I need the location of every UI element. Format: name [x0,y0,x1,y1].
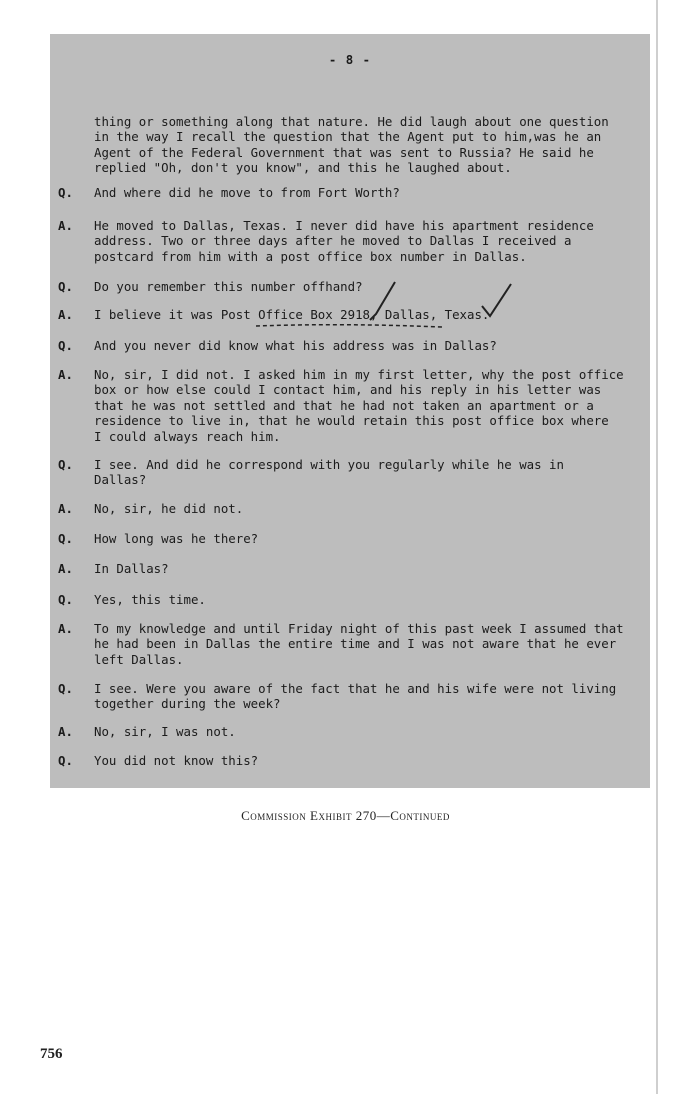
underline-mark-icon [254,322,444,330]
entry-text: He moved to Dallas, Texas. I never did have his apartment residence address. Two or three days after he moved to Dallas I received a postcard from him with a post office box number in Dallas. [94,218,594,264]
typed-transcript-page [50,34,650,788]
folio-number: 756 [40,1046,63,1062]
speaker-label: A. [58,621,73,636]
qa-entry [58,501,646,516]
entry-text: And you never did know what his address was in Dallas? [94,338,497,353]
entry-text: And where did he move to from Fort Worth? [94,185,400,200]
entry-text: Do you remember this number offhand? [94,279,363,294]
entry-text: I see. Were you aware of the fact that he and his wife were not living together during the week? [94,681,617,712]
entry-text: No, sir, he did not. [94,501,244,516]
entry-text: You did not know this? [94,753,259,768]
qa-entry [58,307,646,322]
entry-text: I believe it was Post Office Box 2918, Dallas, Texas. [94,307,490,322]
page-edge-line [656,0,658,1094]
check-mark-icon [368,280,398,324]
qa-entry [58,338,646,353]
speaker-label: Q. [58,592,73,607]
speaker-label: Q. [58,531,73,546]
entry-text: No, sir, I did not. I asked him in my first letter, why the post office box or how else could I contact him, and his reply in his letter was that he was not settled and that he had not taken an apartment or a residence to live in, that he would retain this post office box where I could always reach him. [94,367,624,444]
speaker-label: A. [58,561,73,576]
qa-entry [58,753,646,768]
qa-entry [58,531,646,546]
entry-text: In Dallas? [94,561,169,576]
speaker-label: Q. [58,185,73,200]
speaker-label: Q. [58,681,73,696]
qa-entry [58,592,646,607]
qa-entry [58,457,646,488]
speaker-label: Q. [58,457,73,472]
speaker-label: Q. [58,279,73,294]
page-number: - 8 - [328,52,372,67]
speaker-label: Q. [58,753,73,768]
exhibit-caption: Commission Exhibit 270—Continued [241,808,450,823]
entry-text: To my knowledge and until Friday night of this past week I assumed that he had been in Dallas the entire time and I was not aware that he ever left Dallas. [94,621,624,667]
qa-entry [58,724,646,739]
speaker-label: A. [58,218,73,233]
speaker-label: Q. [58,338,73,353]
speaker-label: A. [58,501,73,516]
entry-text: How long was he there? [94,531,259,546]
qa-entry [58,681,646,712]
entry-text: No, sir, I was not. [94,724,236,739]
speaker-label: A. [58,367,73,382]
qa-entry [58,279,646,294]
qa-entry [58,621,646,667]
speaker-label: A. [58,724,73,739]
check-mark-icon [480,282,514,322]
entry-text: Yes, this time. [94,592,206,607]
opening-paragraph: thing or something along that nature. He did laugh about one question in the way I recall the question that the Agent put to him,was he an Agent of the Federal Government that was sent to Russia? He said he replied "Oh, don't you know", and this he laughed about. [94,114,609,176]
qa-entry [58,218,646,264]
qa-entry [58,561,646,576]
entry-text: I see. And did he correspond with you regularly while he was in Dallas? [94,457,564,488]
qa-entry [58,367,646,444]
qa-entry [58,185,646,200]
speaker-label: A. [58,307,73,322]
